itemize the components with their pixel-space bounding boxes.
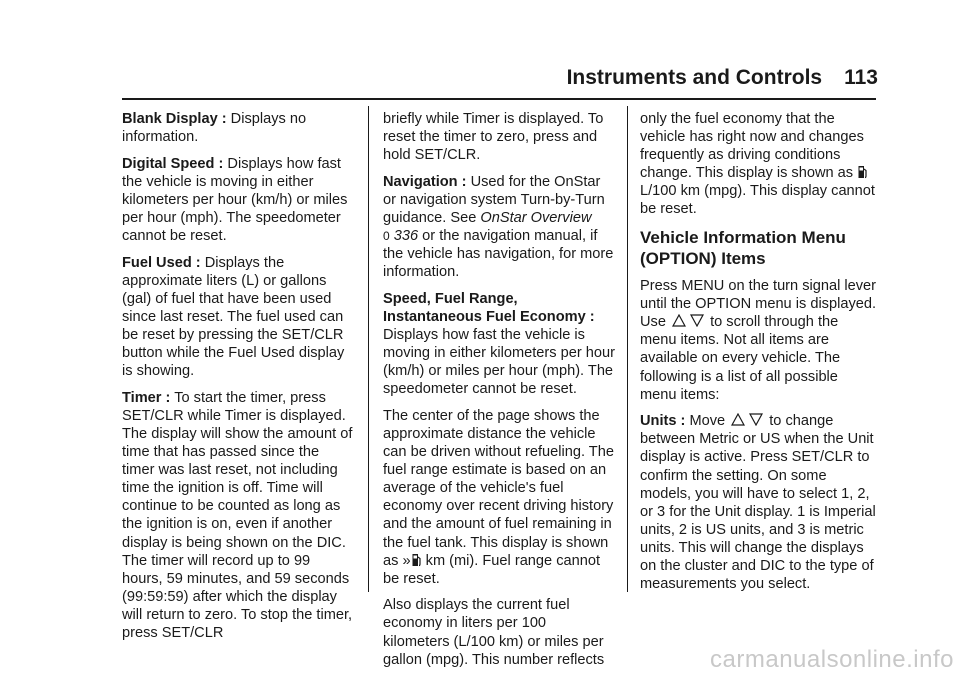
down-triangle-icon xyxy=(690,314,704,327)
body-text: to change between Metric or US when the Unit display is active. Press SET/CLR to confirm the setting. On some models, you will have to select 1, 2, or 3 for the Unit display. 1 is Imperial units, 2 is US units, and 3 is metric units. This will change the displays on the cluster and DIC to the type of measurements you select. xyxy=(640,413,876,593)
page-header xyxy=(0,66,878,90)
page-reference[interactable]: 336 xyxy=(393,228,419,245)
term: Navigation : xyxy=(383,173,467,190)
term: Units : xyxy=(640,413,686,430)
column-divider xyxy=(627,106,628,592)
term: Digital Speed : xyxy=(122,155,224,172)
cross-reference-link[interactable]: OnStar Overview xyxy=(480,209,592,226)
body-text: To start the timer, press SET/CLR while Timer is displayed. The display will show the amount of time that has passed since the timer was last reset, not including time the ignition is off. Time will continue to be counted as long as the ignition is on, even if another display is being shown on the DIC. The timer will record up to 99 hours, 59 minutes, and 59 seconds (99:59:59) after which the display will return to zero. To stop the timer, press SET/CLR xyxy=(122,389,353,642)
timer-paragraph xyxy=(122,389,354,642)
body-text: or the navigation manual, if the vehicle has navigation, for more information. xyxy=(383,228,614,281)
menu-instructions-paragraph xyxy=(640,277,878,404)
column-divider xyxy=(368,106,369,592)
column-left xyxy=(122,110,354,651)
up-triangle-icon xyxy=(731,413,745,426)
range-symbol: » xyxy=(402,552,411,569)
header-rule xyxy=(122,98,876,100)
term: Fuel Used : xyxy=(122,254,201,271)
term: Timer : xyxy=(122,389,171,406)
fuel-economy-continued-paragraph xyxy=(640,110,878,219)
body-text: Displays how fast the vehicle is moving in either kilometers per hour (km/h) or miles per hour (mph). The speedometer cannot be reset. xyxy=(383,327,615,398)
navigation-paragraph xyxy=(383,173,615,282)
fuel-economy-paragraph: Also displays the current fuel economy in liters per 100 kilometers (L/100 km) or miles per gallon (mpg). This number reflects xyxy=(383,597,605,668)
timer-continued-paragraph: briefly while Timer is displayed. To reset the timer to zero, press and hold SET/CLR. xyxy=(383,111,604,164)
section-heading: Vehicle Information Menu (OPTION) Items xyxy=(640,228,846,269)
body-text: Displays how fast the vehicle is moving in either kilometers per hour (km/h) or miles per hour (mph). The speedometer cannot be reset. xyxy=(122,155,348,245)
page-number: 113 xyxy=(844,66,878,89)
term: Speed, Fuel Range, Instantaneous Fuel Economy : xyxy=(383,290,595,325)
body-text: km (mi). Fuel range cannot be reset. xyxy=(383,552,601,587)
watermark: carmanualsonline.info xyxy=(710,646,954,673)
up-triangle-icon xyxy=(672,314,686,327)
down-triangle-icon xyxy=(749,413,763,426)
page-ref-arrow-icon: 0 xyxy=(383,229,390,244)
fuel-range-paragraph xyxy=(383,407,615,588)
body-text: Displays the approximate liters (L) or gallons (gal) of fuel that have been used since last reset. The fuel used can be reset by pressing the SET/CLR button while the Fuel Used display is showing. xyxy=(122,254,345,380)
fuel-pump-icon xyxy=(412,553,421,567)
fuel-pump-icon xyxy=(858,165,867,179)
fuel-used-paragraph xyxy=(122,254,354,381)
body-text: Press MENU on the turn signal lever until the OPTION menu is displayed. Use xyxy=(640,278,877,331)
blank-display-paragraph xyxy=(122,110,354,146)
body-text: Used for the OnStar or navigation system Turn-by-Turn guidance. See xyxy=(383,173,605,226)
term: Blank Display : xyxy=(122,111,227,127)
body-text: to scroll through the menu items. Not all items are available on every vehicle. The following is a list of all possible menu items: xyxy=(640,314,841,403)
body-text: The center of the page shows the approximate distance the vehicle can be driven without refueling. The fuel range estimate is based on an average of the vehicle's fuel economy over recent driving history and the amount of fuel remaining in the fuel tank. This display is shown as xyxy=(383,407,614,569)
body-text: only the fuel economy that the vehicle has right now and changes frequently as driving conditions change. This display is shown as xyxy=(640,111,864,182)
speed-fuel-range-paragraph xyxy=(383,290,615,399)
column-middle xyxy=(383,110,615,677)
body-text: L/100 km (mpg). This display cannot be reset. xyxy=(640,183,875,218)
digital-speed-paragraph xyxy=(122,155,354,245)
body-text: Move xyxy=(685,413,730,430)
units-paragraph xyxy=(640,412,878,593)
column-right xyxy=(640,110,878,602)
section-title: Instruments and Controls xyxy=(566,66,823,89)
body-text: Displays no information. xyxy=(122,111,307,146)
